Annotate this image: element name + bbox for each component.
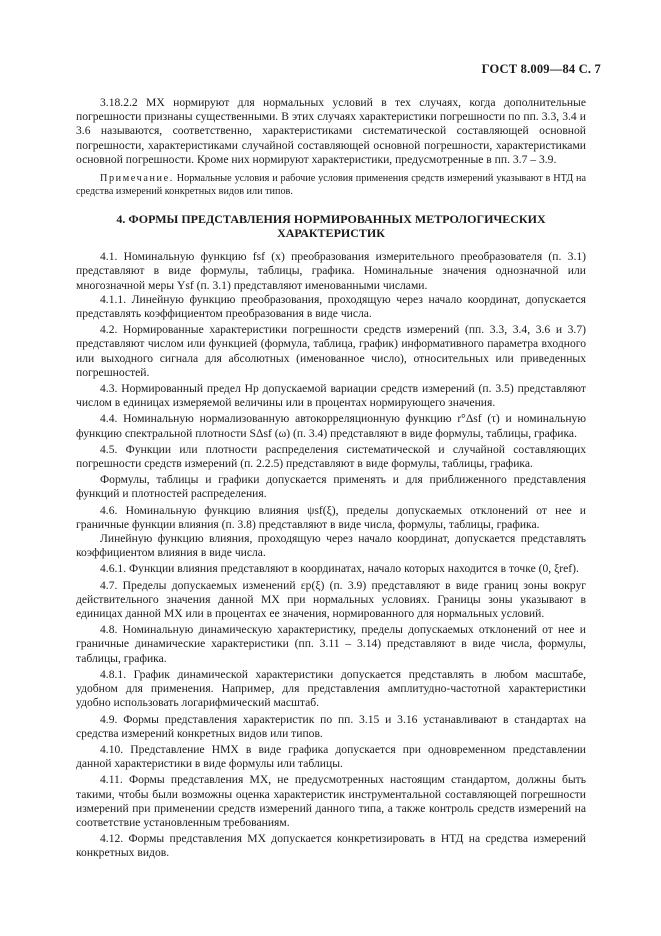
paragraph-4-6: 4.6. Номинальную функцию влияния ψsf(ξ), пределы допускаемых отклонений от нее и граничные функции влияния (п. 3.8) представляют в виде числа, формулы, таблицы, графика. <box>76 503 586 531</box>
page-body <box>76 96 586 861</box>
paragraph-4-11: 4.11. Формы представления МХ, не предусмотренных настоящим стандартом, должны быть такими, чтобы были возможны оценка характеристик инструментальной составляющей погрешности измерений при применении средств измерений данного типа, а также контроль средств измерений на соответствие установленным требованиям. <box>76 773 586 829</box>
page-header: ГОСТ 8.009—84 С. 7 <box>481 62 601 76</box>
note <box>76 173 586 198</box>
section-title <box>76 212 586 240</box>
paragraph-4-7: 4.7. Пределы допускаемых изменений εp(ξ) (п. 3.9) представляют в виде границ зоны вокруг действительного значения данной МХ при нормальных условиях. Границы зоны указывают в единицах данной МХ или в процентах ее значения, нормированного для нормальных условий. <box>76 578 586 621</box>
paragraph-4-2: 4.2. Нормированные характеристики погрешности средств измерений (пп. 3.3, 3.4, 3.6 и 3.7) представляют числом или функцией (формула, таблица, график) информативного параметра входного или выходного сигнала для абсолютных (именованное число), относительных или приведенных погрешностей. <box>76 323 586 379</box>
paragraph-4-8-1: 4.8.1. График динамической характеристики допускается представлять в любом масштабе, удобном для применения. Например, для представления амплитудно-частотной характеристики удобно использовать логарифмический масштаб. <box>76 667 586 710</box>
paragraph-4-6-1: 4.6.1. Функции влияния представляют в координатах, начало которых находится в точке (0, ξref). <box>100 562 579 576</box>
paragraph-4-10: 4.10. Представление НМХ в виде графика допускается при одновременном представлении данной характеристики в виде формулы или таблицы. <box>76 742 586 771</box>
section-title-line-1: 4. ФОРМЫ ПРЕДСТАВЛЕНИЯ НОРМИРОВАННЫХ МЕТРОЛОГИЧЕСКИХ <box>116 212 546 227</box>
paragraph-4-12: 4.12. Формы представления МХ допускается конкретизировать в НТД на средства измерений конкретных видов. <box>76 832 586 860</box>
paragraph-4-6-cont: Линейную функцию влияния, проходящую через начало координат, допускается представлять коэффициентом влияния в виде числа. <box>76 532 586 560</box>
section-title-line-2: ХАРАКТЕРИСТИК <box>277 226 385 241</box>
paragraph-4-5-cont: Формулы, таблицы и графики допускается применять и для приближенного представления функций и плотностей распределения. <box>76 473 586 501</box>
paragraph-4-1-1: 4.1.1. Линейную функцию преобразования, проходящую через начало координат, допускается представлять коэффициентом преобразования в виде числа. <box>76 292 586 321</box>
paragraph-4-3: 4.3. Нормированный предел Hp допускаемой вариации средств измерений (п. 3.5) представляют числом в единицах измеряемой величины или в процентах нормирующего значения. <box>76 382 586 410</box>
note-text: Нормальные условия и рабочие условия применения средств измерений указывают в НТД на средства измерений конкретных видов или типов. <box>76 173 587 197</box>
paragraph-4-1: 4.1. Номинальную функцию fsf (x) преобразования измерительного преобразователя (п. 3.1) представляют в виде формулы, таблицы, графика. Номинальные значения однозначной или многозначной меры Ysf (п. 3.1) представляют именованными числами. <box>76 250 586 292</box>
paragraph-3-18-2-2: 3.18.2.2 МХ нормируют для нормальных условий в тех случаях, когда дополнительные погрешности признаны существенными. В этих случаях характеристики погрешности по пп. 3.3, 3.4 и 3.6 называются, соответственно, характеристиками систематической составляющей основной погрешности, характеристиками случайной составляющей основной погрешности, характеристиками основной погрешности. Кроме них нормируют характеристики, предусмотренные в пп. 3.7 – 3.9. <box>76 96 586 166</box>
paragraph-4-9: 4.9. Формы представления характеристик по пп. 3.15 и 3.16 устанавливают в стандартах на средства измерений конкретных видов или типов. <box>76 712 586 740</box>
note-label: Примечание. <box>100 173 174 185</box>
paragraph-4-4: 4.4. Номинальную нормализованную автокорреляционную функцию r°Δsf (τ) и номинальную функцию спектральной плотности SΔsf (ω) (п. 3.4) представляют в виде формулы, таблицы, графика. <box>76 412 586 440</box>
paragraph-4-8: 4.8. Номинальную динамическую характеристику, пределы допускаемых отклонений от нее и граничные динамические характеристики (пп. 3.11 – 3.14) представляют в виде числа, формулы, таблицы, графика. <box>76 623 586 665</box>
paragraph-4-5: 4.5. Функции или плотности распределения систематической и случайной составляющих погрешности средств измерений (п. 2.2.5) представляют в виде формулы, таблицы, графика. <box>76 442 586 471</box>
